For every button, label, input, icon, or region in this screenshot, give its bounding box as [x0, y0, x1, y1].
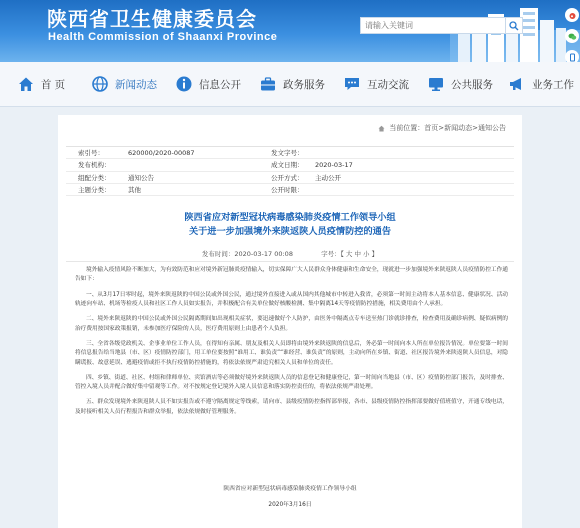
- meta-date-value: 2020-03-17: [315, 160, 353, 169]
- article-paragraph: 一、从3月17日零时起，境外来陕返陕的中国公民或外国公民，通过境外直接进入或从国内其他城市中转进入我省，必须第一时间主动将本人基本信息、健康状况、活动轨迹向车站、机场等检疫人员和社区工作人员如实报告，并积极配合有关单位做好核酸检测、集中隔离14天等疫情防控措施，相关费用由个人承担。: [75, 291, 508, 308]
- breadcrumb-home[interactable]: 首页: [424, 124, 439, 132]
- breadcrumb-separator: >: [438, 124, 445, 132]
- wechat-icon[interactable]: [565, 29, 579, 43]
- article-sign-date: 2020年3月16日: [268, 502, 312, 508]
- megaphone-icon: [508, 75, 526, 93]
- nav-info[interactable]: [166, 62, 250, 106]
- meta-timelimit-label: 公开时限：: [271, 186, 304, 195]
- meta-topic-value: 其他: [128, 186, 141, 195]
- article-body: [75, 266, 508, 423]
- briefcase-icon: [259, 75, 277, 93]
- breadcrumb-separator: >: [472, 124, 478, 132]
- publish-time: 发布时间：2020-03-17 00:08: [201, 250, 293, 258]
- meta-date-label: 成文日期：: [271, 161, 304, 170]
- font-size-selector[interactable]: 字号：【 大 中 小 】: [321, 250, 379, 258]
- meta-docnum-label: 发文字号：: [271, 149, 304, 158]
- nav-news[interactable]: [82, 62, 166, 106]
- breadcrumb-news[interactable]: 新闻动态: [444, 124, 473, 132]
- article-signer: 陕西省应对新型冠状病毒感染肺炎疫情工作领导小组: [223, 486, 357, 492]
- search-button[interactable]: [505, 17, 523, 34]
- breadcrumb: [378, 123, 506, 133]
- site-title-cn: 陕西省卫生健康委员会: [47, 7, 257, 31]
- nav-home[interactable]: [0, 62, 82, 106]
- nav-info-label: 信息公开: [199, 78, 241, 91]
- article-meta-table: [66, 146, 514, 205]
- nav-news-label: 新闻动态: [115, 78, 157, 91]
- nav-business[interactable]: [502, 62, 580, 106]
- search-input[interactable]: [360, 17, 506, 34]
- article-card: [58, 115, 522, 528]
- article-title-line1: 陕西省应对新型冠状病毒感染肺炎疫情工作领导小组: [184, 212, 396, 223]
- site-header: [0, 0, 580, 62]
- article-paragraph: 五、群众发现境外来陕返陕人员不如实报告或不遵守隔离规定等线索，请向市、县级疫情防控指挥部举报，各市、县级疫情防控指挥部要做好值班值守，开通专线电话，及时接听相关人员行程报告和群众举报，依法依规做好管理服务。: [75, 399, 508, 415]
- nav-business-label: 业务工作: [532, 78, 574, 91]
- mobile-icon[interactable]: [565, 50, 579, 62]
- nav-interaction[interactable]: [334, 62, 418, 106]
- meta-category-value: 通知公告: [128, 173, 154, 182]
- nav-public-service[interactable]: [418, 62, 502, 106]
- meta-disclosure-value: 主动公开: [315, 173, 341, 182]
- weibo-icon[interactable]: [565, 8, 579, 22]
- nav-interaction-label: 互动交流: [367, 78, 409, 91]
- article-title-line2: 关于进一步加强境外来陕返陕人员疫情防控的通告: [188, 226, 392, 237]
- meta-publisher-label: 发布机构：: [78, 161, 111, 170]
- nav-home-label: 首 页: [40, 78, 66, 91]
- meta-category-label: 组配分类：: [78, 173, 111, 182]
- breadcrumb-prefix: 当前位置：: [389, 124, 425, 132]
- nav-gov-service-label: 政务服务: [283, 78, 325, 91]
- header-side-icons: [564, 8, 580, 62]
- article-title: [58, 211, 522, 239]
- monitor-icon: [427, 75, 445, 93]
- article-paragraph: 二、境外来陕返陕的中国公民或外国公民隔离期间如出现相关症状，要迅速做好个人防护，由医务中隔离点专车送至热门诊就诊排查，检查费用及确诊病例、疑似病例的治疗费用按国家政策报销，未参加医疗保险的人员，医疗费用原则上由患者个人负担。: [75, 316, 508, 332]
- chat-icon: [343, 75, 361, 93]
- globe-icon: [91, 75, 109, 93]
- article-subinfo: [58, 249, 522, 258]
- nav-public-service-label: 公共服务: [451, 78, 493, 91]
- meta-index-value: 620000/2020-00087: [128, 148, 195, 157]
- info-icon: [175, 75, 193, 93]
- meta-topic-label: 主题分类：: [78, 186, 111, 195]
- article-paragraph: 境外输入疫情风险不断加大，为有效防范和应对境外新冠肺炎疫情输入，切实保障广大人民群众身体健康和生命安全，现就进一步加强境外来陕返陕人员疫情防控工作通告如下：: [75, 267, 508, 283]
- nav-gov-service[interactable]: [250, 62, 334, 106]
- search-icon: [509, 21, 519, 31]
- location-icon: [378, 125, 385, 132]
- house-icon: [17, 75, 35, 93]
- meta-disclosure-label: 公开方式：: [271, 173, 304, 182]
- article-paragraph: 三、全省各级党政机关、企事业单位工作人员，在得知有亲属、朋友及相关人员即将由境外来陕返陕的信息后，务必第一时间向本人所在单位报告情况。单位要第一时间将信息报告给当地县（市、区）疫情防控部门，用工单位要按照“谁用工、谁负责”“谁经营、谁负责”的原则，主动向所在乡镇、街道、社区报告境外来陕返陕人员信息，对隐瞒谎报、故意延误、逃避疫情或拒不执行疫情防控措施的，将依法依规严肃追究相关人员和单位的责任。: [75, 340, 508, 366]
- divider: [66, 261, 514, 262]
- meta-index-label: 索引号：: [78, 149, 104, 158]
- site-title-en: Health Commission of Shaanxi Province: [48, 31, 278, 43]
- main-nav: [0, 62, 580, 107]
- article-paragraph: 四、乡镇、街道、社区、村组和律师单位、宾馆酒店等必须做好境外来陕返陕人员的信息登记和健康登记，第一时间向当地县（市、区）疫情防控部门报告，及时排查、管控入境人员并配合做好集中留观等工作。对不按规定登记境外入境人员信息和落实防控责任的，将依法依规严肃处理。: [75, 374, 508, 391]
- breadcrumb-notice[interactable]: 通知公告: [478, 124, 506, 132]
